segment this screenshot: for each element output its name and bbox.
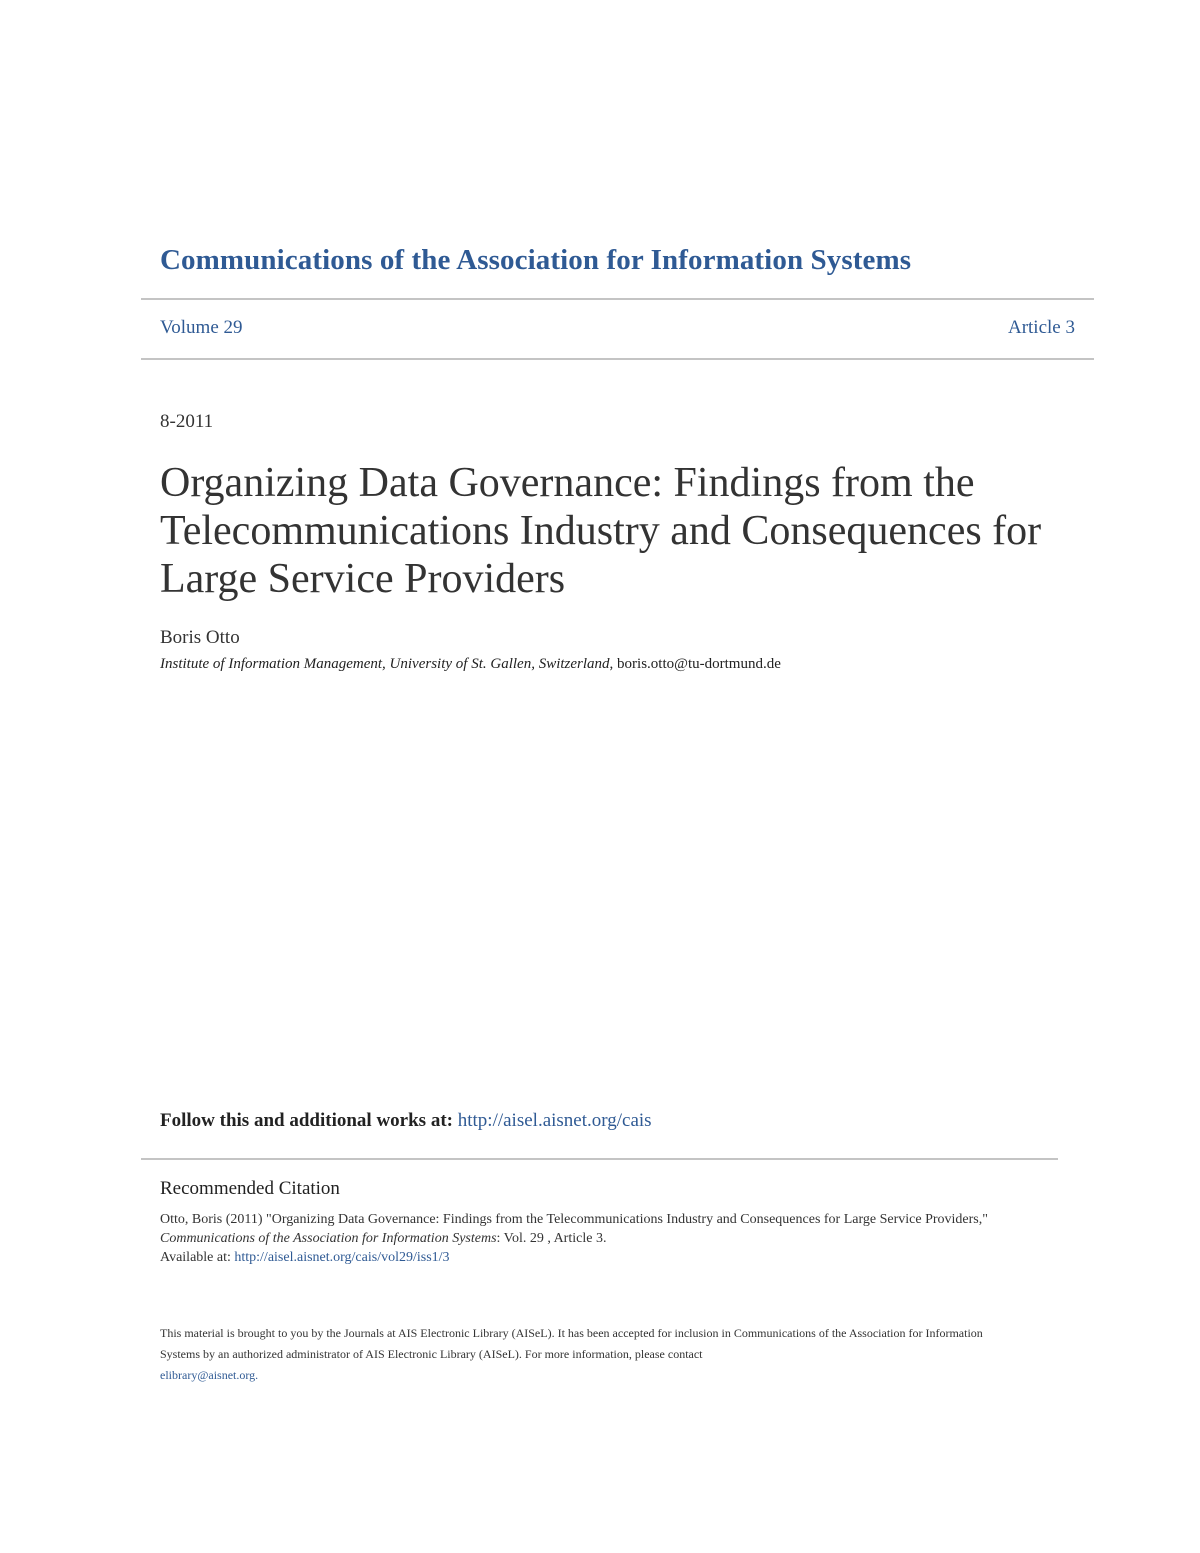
citation-body xyxy=(160,1210,1020,1267)
article-link[interactable]: Article 3 xyxy=(1007,317,1075,338)
citation-url-link[interactable]: http://aisel.aisnet.org/cais/vol29/iss1/3 xyxy=(234,1250,450,1265)
volume-link[interactable]: Volume 29 xyxy=(160,317,243,338)
article-title: Organizing Data Governance: Findings from the Telecommunications Industry and Consequences for Large Service Providers xyxy=(160,460,1042,602)
journal-title-link[interactable]: Communications of the Association for Information Systems xyxy=(160,244,912,276)
citation-heading: Recommended Citation xyxy=(160,1178,340,1199)
citation-text-end: : Vol. 29 , Article 3. xyxy=(496,1231,607,1246)
citation-text-start: Otto, Boris (2011) "Organizing Data Governance: Findings from the Telecommunications Industry and Consequences for Large Service Providers," xyxy=(160,1212,988,1227)
follow-line xyxy=(160,1110,652,1132)
citation-available-label: Available at: xyxy=(160,1250,235,1265)
affiliation-text: Institute of Information Management, University of St. Gallen, Switzerland xyxy=(160,656,610,672)
publication-date: 8-2011 xyxy=(160,411,214,432)
header-divider-bottom xyxy=(141,358,1094,360)
citation-journal: Communications of the Association for Information Systems xyxy=(160,1231,497,1246)
citation-divider xyxy=(141,1158,1058,1160)
follow-label: Follow this and additional works at: xyxy=(160,1110,453,1131)
library-notice xyxy=(160,1323,1010,1386)
header-divider-top xyxy=(141,298,1094,300)
follow-link[interactable]: http://aisel.aisnet.org/cais xyxy=(457,1110,652,1131)
author-affiliation xyxy=(160,656,781,673)
author-email: , boris.otto@tu-dortmund.de xyxy=(609,656,781,672)
author-name: Boris Otto xyxy=(160,627,240,648)
notice-text: This material is brought to you by the Journals at AIS Electronic Library (AISeL). It has been accepted for inclusion in Communications of the Association for Information Systems by an authorized administrator of AIS Electronic Library (AISeL). For more information, please contact xyxy=(160,1326,983,1361)
contact-email-link[interactable]: elibrary@aisnet.org. xyxy=(160,1368,259,1382)
